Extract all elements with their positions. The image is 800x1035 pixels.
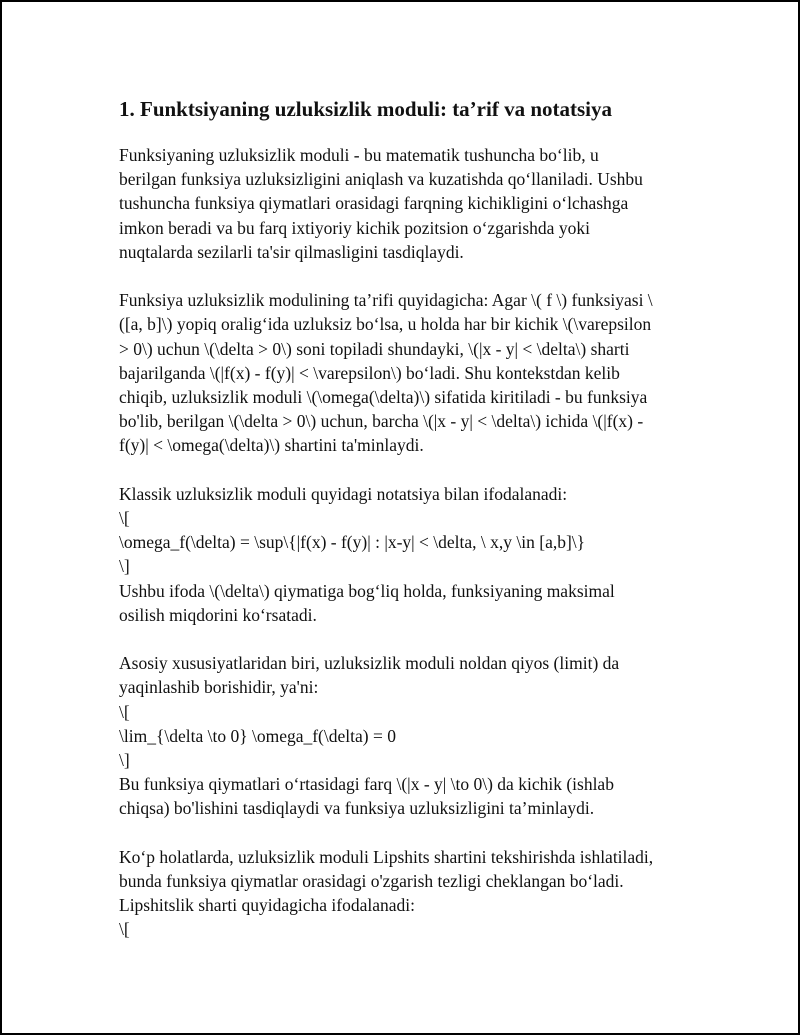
paragraph-limit-property: Asosiy xususiyatlaridan biri, uzluksizlik moduli noldan qiyos (limit) da yaqinlashib borishidir, ya'ni: \[ \lim_{\delta \to 0} \omega_f(\delta) = 0 \] Bu funksiya qiymatlari o‘rtasidagi farq \(|x - y| \to 0\) da kichik (ishlab chiqsa) bo'lishini tasdiqlaydi va funksiya uzluksizligini ta’minlaydi.: [119, 653, 620, 819]
paragraph-spacer: [119, 821, 699, 845]
paragraph-classic-notation: Klassik uzluksizlik moduli quyidagi notatsiya bilan ifodalanadi: \[ \omega_f(\delta) = \sup\{|f(x) - f(y)| : |x-y| < \delta, \ x,y \in [a,b]\} \] Ushbu ifoda \(\delta\) qiymatiga bog‘liq holda, funksiyaning maksimal osilish miqdorini ko‘rsatadi.: [119, 483, 615, 625]
paragraph-lipschitz: Ko‘p holatlarda, uzluksizlik moduli Lipshits shartini tekshirishda ishlatiladi, bunda funksiya qiymatlar orasidagi o'zgarish tezligi cheklangan bo‘ladi. Lipshitslik sharti quyidagicha ifodalanadi: \[: [119, 846, 654, 940]
paragraph-spacer: [119, 627, 699, 651]
paragraph-formal-definition: Funksiya uzluksizlik modulining ta’rifi quyidagicha: Agar \( f \) funksiyasi \ ([a, b]\) yopiq oralig‘ida uzluksiz bo‘lsa, u holda har bir kichik \(\varepsilon > 0\) uchun \(\delta > 0\) soni topiladi shundayki, \(|x - y| < \delta\) sharti bajarilganda \(|f(x) - f(y)| < \varepsilon\) bo‘ladi. Shu kontekstdan kelib chiqib, uzluksizlik moduli \(\omega(\delta)\) sifatida kiritiladi - bu funksiya bo'lib, berilgan \(\delta > 0\) uchun, barcha \(|x - y| < \delta\) ichida \(|f(x) - f(y)| < \omega(\delta)\) shartini ta'minlaydi.: [119, 290, 653, 456]
paragraph-definition-intro: Funksiyaning uzluksizlik moduli - bu matematik tushuncha bo‘lib, u berilgan funksiya uzluksizligini aniqlash va kuzatishda qo‘llaniladi. Ushbu tushuncha funksiya qiymatlari orasidagi farqning kichikligini o‘lchashga imkon beradi va bu farq ixtiyoriy kichik pozitsion o‘zgarishda yoki nuqtalarda sezilarli ta'sir qilmasligini tasdiqlaydi.: [119, 145, 643, 262]
paragraph-spacer: [119, 458, 699, 482]
paragraph-spacer: [119, 264, 699, 288]
document-body: [119, 96, 699, 942]
section-heading: 1. Funktsiyaning uzluksizlik moduli: ta’rif va notatsiya: [119, 97, 612, 121]
